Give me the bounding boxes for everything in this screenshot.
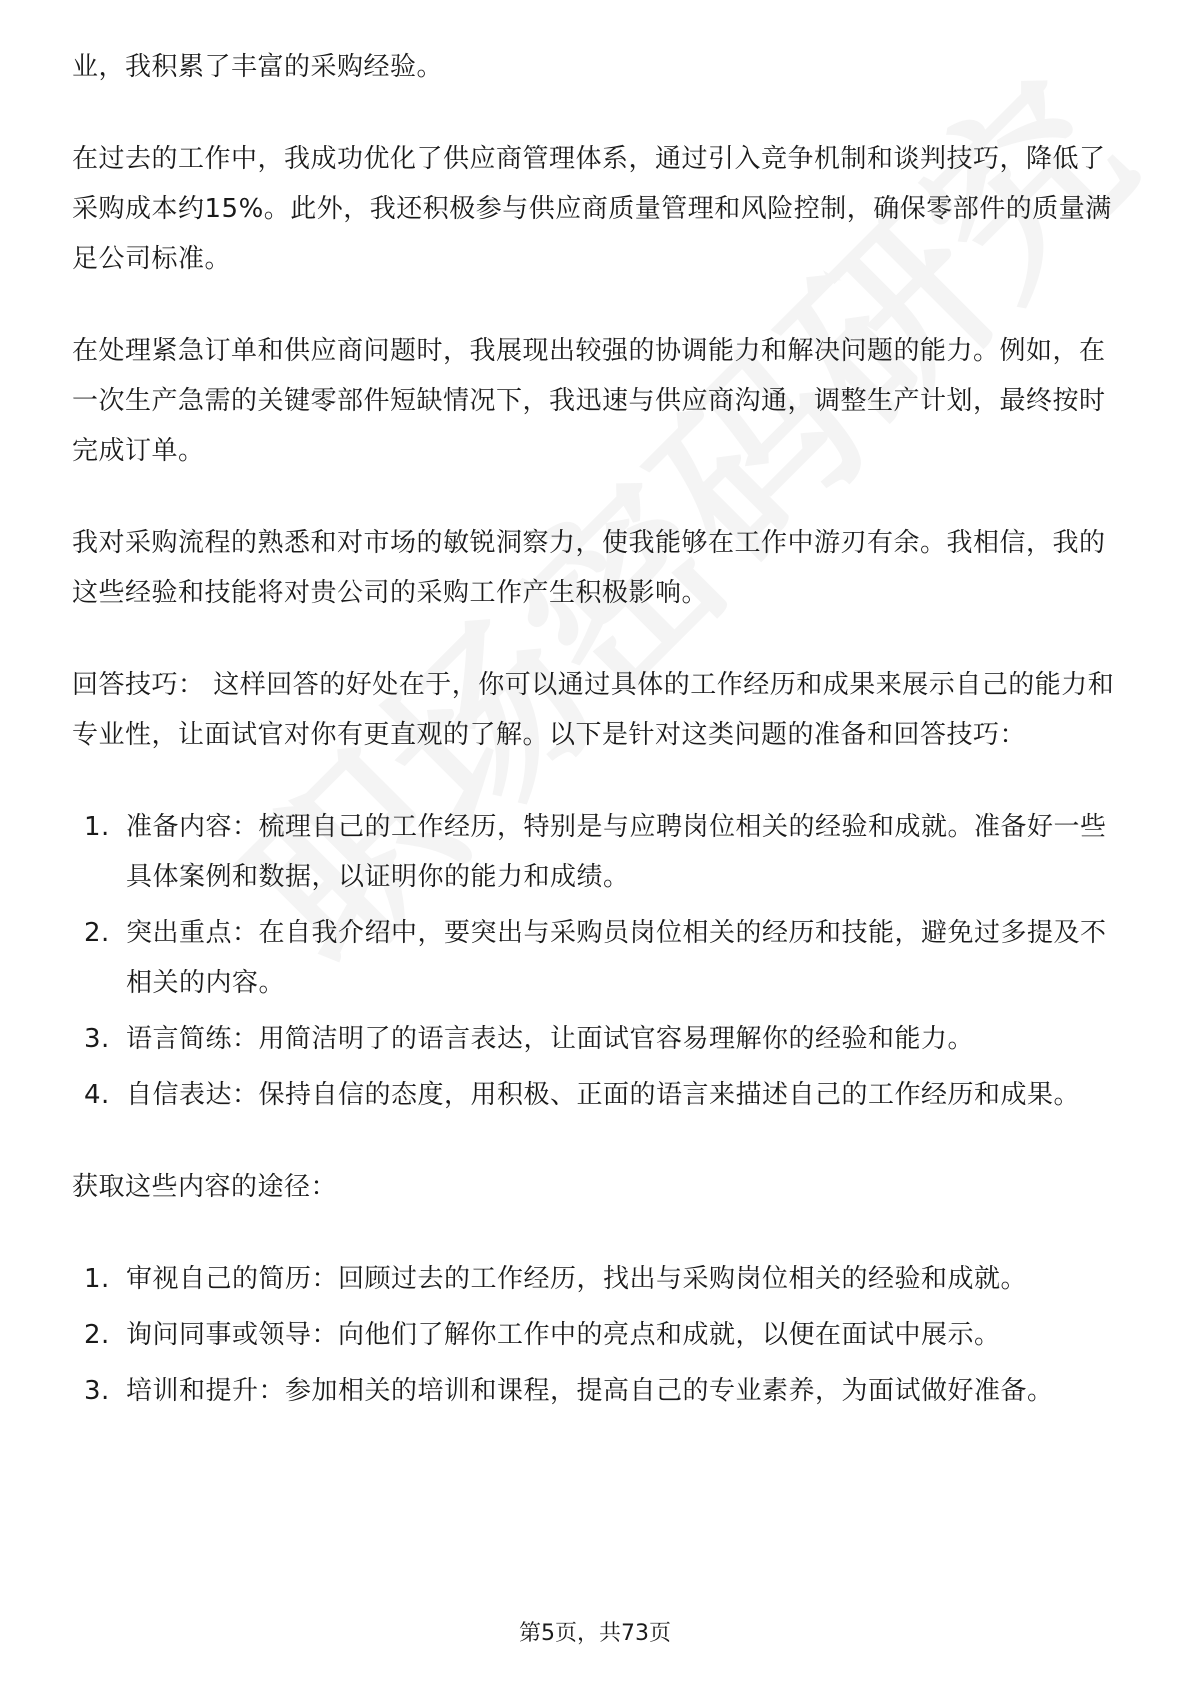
paragraph-intro-continuation: 业，我积累了丰富的采购经验。: [72, 52, 444, 82]
list-item-text: 自信表达：保持自信的态度，用积极、正面的语言来描述自己的工作经历和成果。: [126, 1080, 1081, 1110]
list-item-text: 突出重点：在自我介绍中，要突出与采购员岗位相关的经历和技能，避免过多提及不相关的内容。: [126, 918, 1107, 998]
paragraph-sources-heading: 获取这些内容的途径：: [72, 1172, 338, 1202]
list-item-text: 培训和提升：参加相关的培训和课程，提高自己的专业素养，为面试做好准备。: [126, 1376, 1054, 1406]
tips-list: [72, 802, 1122, 1120]
paragraph-achievements: 在过去的工作中，我成功优化了供应商管理体系，通过引入竞争机制和谈判技巧，降低了采购成本约15%。此外，我还积极参与供应商质量管理和风险控制，确保零部件的质量满足公司标准。: [72, 144, 1112, 274]
list-item-number: 2.: [84, 918, 110, 948]
paragraph-problem-solving: 在处理紧急订单和供应商问题时，我展现出较强的协调能力和解决问题的能力。例如，在一次生产急需的关键零部件短缺情况下，我迅速与供应商沟通，调整生产计划，最终按时完成订单。: [72, 336, 1106, 466]
list-item: [72, 1070, 1122, 1120]
paragraph-answer-tips: 回答技巧： 这样回答的好处在于，你可以通过具体的工作经历和成果来展示自己的能力和专业性，让面试官对你有更直观的了解。以下是针对这类问题的准备和回答技巧：: [72, 670, 1115, 750]
list-item: [72, 802, 1122, 902]
list-item-number: 4.: [84, 1080, 110, 1110]
list-item: [72, 1366, 1122, 1416]
list-item: [72, 1254, 1122, 1304]
list-item-number: 2.: [84, 1320, 110, 1350]
list-item-number: 1.: [84, 812, 110, 842]
list-item-number: 1.: [84, 1264, 110, 1294]
list-item-text: 询问同事或领导：向他们了解你工作中的亮点和成就，以便在面试中展示。: [126, 1320, 1001, 1350]
list-item-text: 语言简练：用简洁明了的语言表达，让面试官容易理解你的经验和能力。: [126, 1024, 975, 1054]
list-item-text: 准备内容：梳理自己的工作经历，特别是与应聘岗位相关的经验和成就。准备好一些具体案例和数据，以证明你的能力和成绩。: [126, 812, 1107, 892]
list-item-number: 3.: [84, 1024, 110, 1054]
paragraph-conclusion: 我对采购流程的熟悉和对市场的敏锐洞察力，使我能够在工作中游刃有余。我相信，我的这些经验和技能将对贵公司的采购工作产生积极影响。: [72, 528, 1106, 608]
list-item-number: 3.: [84, 1376, 110, 1406]
list-item: [72, 1014, 1122, 1064]
list-item-text: 审视自己的简历：回顾过去的工作经历，找出与采购岗位相关的经验和成就。: [126, 1264, 1028, 1294]
page-number-footer: 第5页，共73页: [519, 1621, 671, 1646]
list-item: [72, 908, 1122, 1008]
list-item: [72, 1310, 1122, 1360]
sources-list: [72, 1254, 1122, 1416]
document-body: [72, 42, 1122, 1458]
